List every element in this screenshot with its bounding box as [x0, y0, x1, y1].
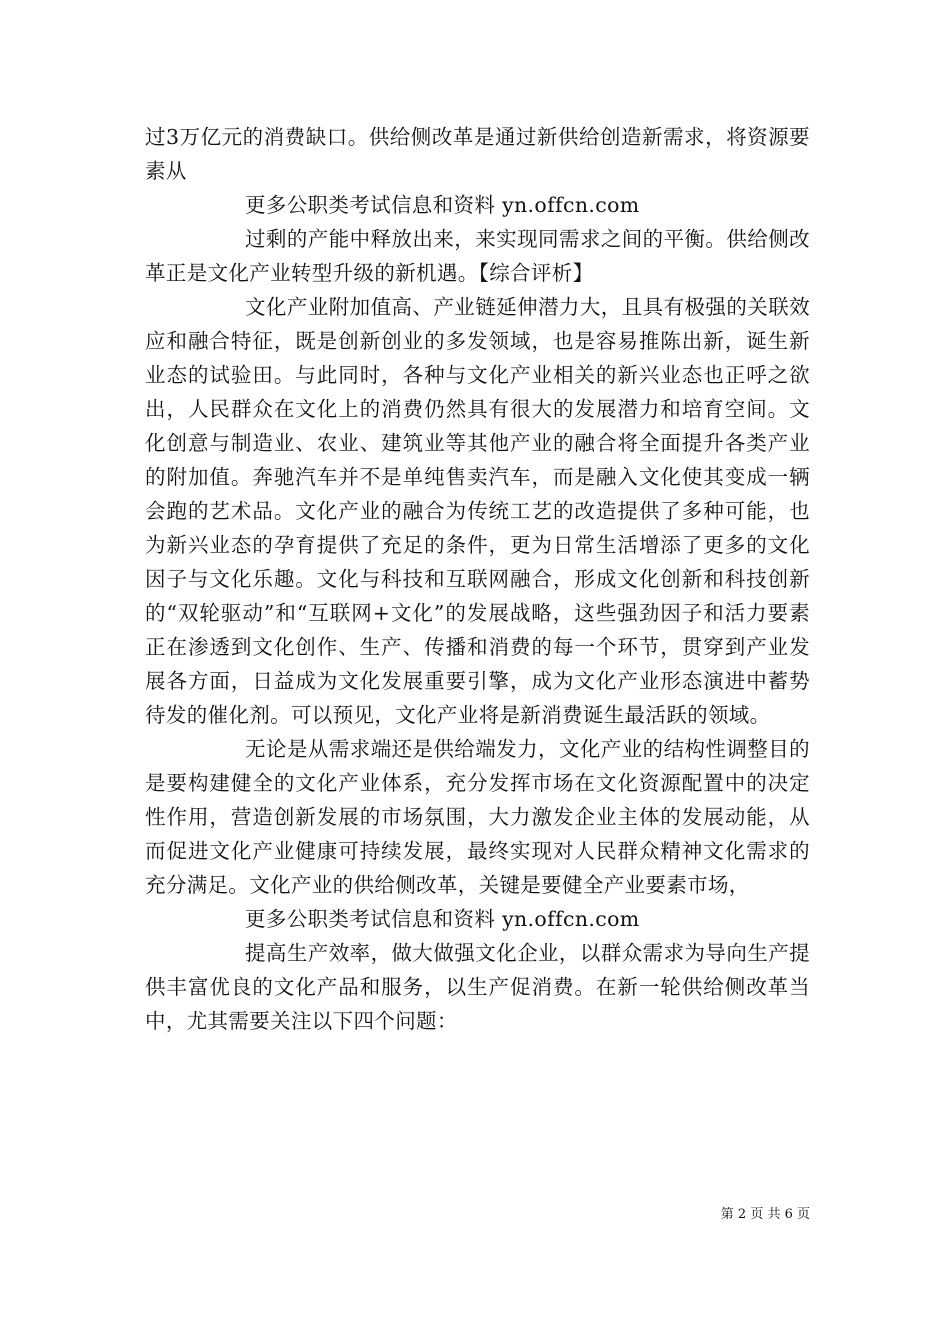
document-body	[145, 120, 810, 1038]
paragraph-production-efficiency: 提高生产效率，做大做强文化企业，以群众需求为导向生产提供丰富优良的文化产品和服务，以生产促消费。在新一轮供给侧改革当中，尤其需要关注以下四个问题：	[145, 941, 810, 1033]
paragraph-supply-side: 过剩的产能中释放出来，来实现同需求之间的平衡。供给侧改革正是文化产业转型升级的新机遇。【综合评析】	[145, 227, 810, 285]
promo-line: 更多公职类考试信息和资料 yn.offcn.com	[245, 193, 640, 217]
paragraph-continuation: 过3万亿元的消费缺口。供给侧改革是通过新供给创造新需求，将资源要素从	[145, 125, 810, 183]
page-number: 第 2 页 共 6 页	[720, 1207, 810, 1222]
paragraph-cultural-industry: 文化产业附加值高、产业链延伸潜力大，且具有极强的关联效应和融合特征，既是创新创业的多发领域，也是容易推陈出新，诞生新业态的试验田。与此同时，各种与文化产业相关的新兴业态也正呼之欲出，人民群众在文化上的消费仍然具有很大的发展潜力和培育空间。文化创意与制造业、农业、建筑业等其他产业的融合将全面提升各类产业的附加值。奔驰汽车并不是单纯售卖汽车，而是融入文化使其变成一辆会跑的艺术品。文化产业的融合为传统工艺的改造提供了多种可能，也为新兴业态的孕育提供了充足的条件，更为日常生活增添了更多的文化因子与文化乐趣。文化与科技和互联网融合，形成文化创新和科技创新的“双轮驱动”和“互联网+文化”的发展战略，这些强劲因子和活力要素正在渗透到文化创作、生产、传播和消费的每一个环节，贯穿到产业发展各方面，日益成为文化发展重要引擎，成为文化产业形态演进中蓄势待发的催化剂。可以预见，文化产业将是新消费诞生最活跃的领域。	[145, 295, 810, 727]
promo-line: 更多公职类考试信息和资料 yn.offcn.com	[245, 907, 640, 931]
paragraph-structural-adjustment: 无论是从需求端还是供给端发力，文化产业的结构性调整目的是要构建健全的文化产业体系，充分发挥市场在文化资源配置中的决定性作用，营造创新发展的市场氛围，大力激发企业主体的发展动能，从而促进文化产业健康可持续发展，最终实现对人民群众精神文化需求的充分满足。文化产业的供给侧改革，关键是要健全产业要素市场，	[145, 737, 810, 897]
